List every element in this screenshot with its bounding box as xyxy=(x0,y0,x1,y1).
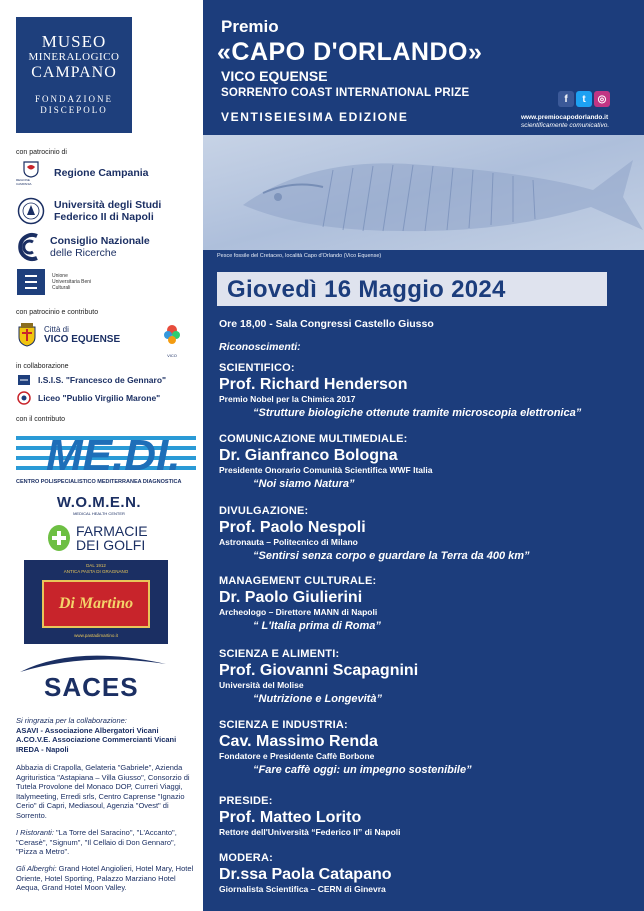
cnr-text xyxy=(50,235,150,259)
award-name: Cav. Massimo Renda xyxy=(219,733,378,750)
award-role: Università del Molise xyxy=(219,680,304,690)
patrocinio-label: con patrocinio di xyxy=(16,149,67,156)
award-item xyxy=(219,852,639,895)
farmacie-logo xyxy=(46,524,148,552)
regione-label: Regione Campania xyxy=(54,167,149,179)
award-role: Rettore dell'Università “Federico II” di Napoli xyxy=(219,827,401,837)
website-link[interactable]: www.premiocapodorlando.it xyxy=(521,114,609,121)
isis-logo-icon xyxy=(16,373,32,387)
award-role: Presidente Onorario Comunità Scientifica WWF Italia xyxy=(219,465,433,475)
museum-logo-line1: MUSEO xyxy=(41,32,107,51)
award-name: Dr. Paolo Giulierini xyxy=(219,589,363,606)
sponsor-vico-equense xyxy=(16,322,120,348)
award-quote: “Sentirsi senza corpo e guardare la Terra da 400 km” xyxy=(253,550,530,562)
award-quote: “Nutrizione e Longevità” xyxy=(253,693,382,705)
patrocinio-contributo-label: con patrocinio e contributo xyxy=(16,309,99,316)
premio-label: Premio xyxy=(221,17,279,36)
dimartino-logo xyxy=(24,560,168,644)
facebook-icon[interactable]: f xyxy=(558,91,574,107)
unibeni-logo-icon xyxy=(16,268,46,296)
award-role: Premio Nobel per la Chimica 2017 xyxy=(219,394,356,404)
award-name: Prof. Paolo Nespoli xyxy=(219,519,366,536)
award-role: Giornalista Scientifica – CERN di Ginevra xyxy=(219,884,386,894)
award-quote: “Fare caffè oggi: un impegno sostenibile” xyxy=(253,764,472,776)
thanks-ireda: IREDA - Napoli xyxy=(16,744,69,754)
medi-logo-text: ME.DI. xyxy=(46,431,181,476)
riconoscimenti-heading: Riconoscimenti: xyxy=(219,341,301,353)
unina-label: Università degli Studi Federico II di Napoli xyxy=(54,199,162,223)
award-item xyxy=(219,505,639,565)
farmacie-label-1: FARMACIE xyxy=(76,523,148,539)
fossil-caption: Pesce fossile del Cretaceo, località Capo d'Orlando (Vico Equense) xyxy=(217,253,382,259)
saces-logo xyxy=(16,650,176,706)
medi-caption: CENTRO POLISPECIALISTICO MEDITERRANEA DIAGNOSTICA xyxy=(16,479,182,485)
cnr-label-2: delle Ricerche xyxy=(50,247,117,259)
dimartino-badge xyxy=(42,580,150,628)
medi-logo xyxy=(16,428,196,488)
museum-logo-line4: FONDAZIONE xyxy=(35,94,113,104)
award-role: Archeologo – Direttore MANN di Napoli xyxy=(219,607,378,617)
fossil-fish-image xyxy=(203,135,644,250)
award-item xyxy=(219,575,639,635)
thanks-acove: A.CO.V.E. Associazione Commercianti Vicani xyxy=(16,735,177,744)
thanks-ristoranti xyxy=(16,828,196,857)
award-category: SCIENTIFICO: xyxy=(219,362,295,374)
award-item xyxy=(219,648,639,708)
farmacie-label-2: DEI GOLFI xyxy=(76,537,146,553)
women-logo xyxy=(44,494,154,518)
alberghi-label: Gli Alberghi: xyxy=(16,864,57,873)
cnr-logo-icon xyxy=(16,231,46,263)
contributo-label: con il contributo xyxy=(16,416,66,423)
award-name: Prof. Matteo Lorito xyxy=(219,809,362,826)
sponsor-regione-campania xyxy=(16,160,149,186)
regione-crest-text: REGIONE CAMPANIA xyxy=(16,178,32,186)
dimartino-brand: Di Martino xyxy=(58,595,134,612)
left-column xyxy=(0,0,203,911)
thanks-list: Abbazia di Crapolla, Gelateria "Gabriele", Azienda Agrituristica "Astapiana – Villa Giusso", Consorzio di Tutela Provolone del Monaco DOP, Curreri Viaggi, Italymeeting, Erredi srls, Centro Caprense "Ignazio Cerio" di Capri, Mediasoul, Agenzia "Ovest" di Sorrento. xyxy=(16,763,190,820)
award-category: MANAGEMENT CULTURALE: xyxy=(219,575,377,587)
award-category: SCIENZA E INDUSTRIA: xyxy=(219,719,348,731)
cnr-label-1: Consiglio Nazionale xyxy=(50,235,150,247)
sponsor-liceo xyxy=(16,391,160,405)
unibeni-label: Unione Universitaria Beni Culturali xyxy=(52,273,92,291)
alberghi-list: Grand Hotel Angiolieri, Hotel Mary, Hotel Oriente, Hotel Sporting, Palazzo Marziano Hotel Aequa, Grand Hotel Moon Valley. xyxy=(16,864,194,892)
award-quote: “ L'Italia prima di Roma” xyxy=(253,620,381,632)
dimartino-top2: ANTICA PASTA DI GRAGNANO xyxy=(63,569,129,574)
social-icons xyxy=(558,91,610,107)
prize-subtitle: SORRENTO COAST INTERNATIONAL PRIZE xyxy=(221,87,470,99)
edition-label: VENTISEIESIMA EDIZIONE xyxy=(221,110,409,124)
award-category: COMUNICAZIONE MULTIMEDIALE: xyxy=(219,433,408,445)
award-item xyxy=(219,433,639,493)
website-block xyxy=(521,114,609,130)
tagline: scientificamente comunicativo. xyxy=(521,122,610,129)
sponsor-isis xyxy=(16,373,166,387)
event-time-place: Ore 18,00 - Sala Congressi Castello Giusso xyxy=(219,318,434,330)
farmacie-text xyxy=(76,524,148,552)
award-category: DIVULGAZIONE: xyxy=(219,505,309,517)
thanks-asavi: ASAVI - Associazione Albergatori Vicani xyxy=(16,725,159,735)
vico-flower-icon xyxy=(161,322,183,348)
vico-label-2: VICO EQUENSE xyxy=(44,333,121,345)
award-name: Dr.ssa Paola Catapano xyxy=(219,866,392,883)
vico-crest-icon xyxy=(16,322,38,348)
vico-text xyxy=(44,325,120,346)
liceo-label: Liceo "Publio Virgilio Marone" xyxy=(38,393,161,403)
instagram-icon[interactable]: ◎ xyxy=(594,91,610,107)
women-logo-text: W.O.M.E.N. xyxy=(56,494,142,511)
ristoranti-label: I Ristoranti: xyxy=(16,828,54,837)
saces-swoosh-icon xyxy=(16,650,176,674)
event-date-box xyxy=(217,272,607,306)
museum-logo-line5: DISCEPOLO xyxy=(40,105,108,115)
vico-colorful-logo xyxy=(160,322,184,358)
award-name: Prof. Richard Henderson xyxy=(219,376,408,393)
prize-location: VICO EQUENSE xyxy=(221,68,328,84)
vico-colorful-text: VICO xyxy=(167,353,177,358)
award-role: Astronauta – Politecnico di Milano xyxy=(219,537,358,547)
sponsor-cnr xyxy=(16,231,150,263)
vico-label-1: Città di xyxy=(44,324,69,334)
medi-stripes-icon xyxy=(16,428,196,476)
dimartino-url: www.pastadimartino.it xyxy=(74,633,118,638)
award-item xyxy=(219,362,639,422)
sponsor-unibeni xyxy=(16,268,92,296)
award-item xyxy=(219,795,639,838)
award-item xyxy=(219,719,639,779)
women-logo-small: MEDICAL HEALTH CENTER xyxy=(73,511,125,516)
pharmacy-cross-icon xyxy=(46,524,72,552)
thanks-intro: Si ringrazia per la collaborazione: xyxy=(16,716,127,725)
award-role: Fondatore e Presidente Caffè Borbone xyxy=(219,751,375,761)
prize-title: «CAPO D'ORLANDO» xyxy=(217,38,483,66)
award-quote: “Strutture biologiche ottenute tramite microscopia elettronica” xyxy=(253,407,582,419)
event-panel xyxy=(203,0,644,911)
liceo-logo-icon xyxy=(16,391,32,405)
museum-logo-line2: MINERALOGICO xyxy=(28,51,120,63)
award-category: SCIENZA E ALIMENTI: xyxy=(219,648,340,660)
museum-logo xyxy=(16,17,132,133)
dimartino-top: DAL 1912 xyxy=(86,563,106,568)
twitter-icon[interactable]: t xyxy=(576,91,592,107)
event-date: Giovedì 16 Maggio 2024 xyxy=(227,276,506,303)
sponsor-unina xyxy=(16,196,189,226)
award-name: Prof. Giovanni Scapagnini xyxy=(219,662,419,679)
collaborazione-label: in collaborazione xyxy=(16,363,69,370)
museum-logo-line3: CAMPANO xyxy=(31,64,117,81)
award-quote: “Noi siamo Natura” xyxy=(253,478,355,490)
regione-crest-icon xyxy=(16,160,46,186)
award-name: Dr. Gianfranco Bologna xyxy=(219,447,398,464)
award-category: PRESIDE: xyxy=(219,795,273,807)
ristoranti-list: "La Torre del Saracino", "L'Accanto", "Cerasè", "Signum", "Il Cellaio di Don Gennaro", "Pizza a Metro". xyxy=(16,828,177,856)
unina-seal-icon xyxy=(16,196,46,226)
award-category: MODERA: xyxy=(219,852,273,864)
isis-label: I.S.I.S. "Francesco de Gennaro" xyxy=(38,375,167,385)
thanks-alberghi xyxy=(16,864,196,893)
thanks-section xyxy=(16,716,196,754)
saces-text: SACES xyxy=(44,672,139,702)
